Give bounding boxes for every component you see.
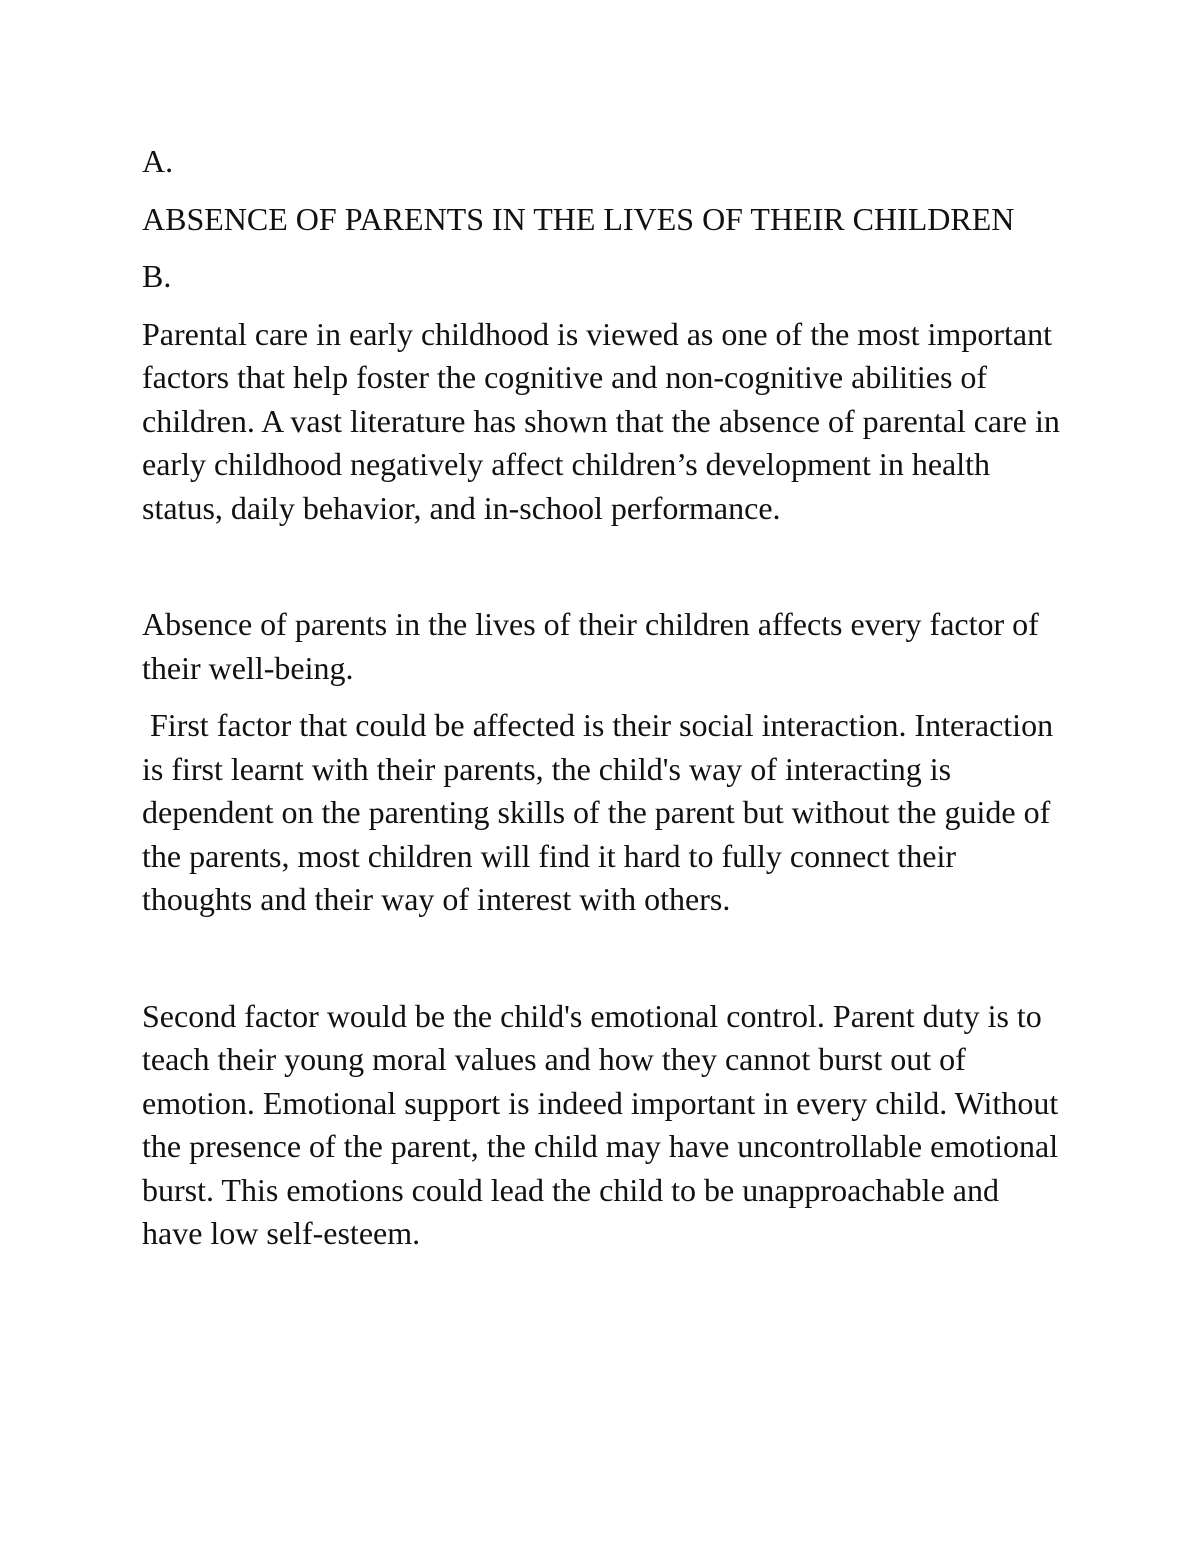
- section-label-a: A.: [142, 143, 174, 179]
- paragraph-emotional-control: Second factor would be the child's emotional control. Parent duty is to teach their young moral values and how they cannot burst out of emotion. Emotional support is indeed important in every child. Without the presence of the parent, the child may have uncontrollable emotional burst. This emotions could lead the child to be unapproachable and have low self-esteem.: [142, 997, 1059, 1251]
- paragraph-parental-care: Parental care in early childhood is viewed as one of the most important factors that help foster the cognitive and non-cognitive abilities of children. A vast literature has shown that the absence of parental care in early childhood negatively affect children’s development in health status, daily behavior, and in-school performance.: [142, 315, 1060, 526]
- paragraph-social-interaction: [142, 704, 1062, 922]
- document-page: [142, 140, 1062, 1256]
- section-label-b: B.: [142, 258, 172, 294]
- paragraph-absence-summary: Absence of parents in the lives of their children affects every factor of their well-being.: [142, 606, 1039, 686]
- paragraph-social-interaction-text: First factor that could be affected is their social interaction. Interaction is first learnt with their parents, the child's way of interacting is dependent on the parenting skills of the parent but without the guide of the parents, most children will find it hard to fully connect their thoughts and their way of interest with others.: [142, 707, 1062, 917]
- document-heading: ABSENCE OF PARENTS IN THE LIVES OF THEIR CHILDREN: [142, 200, 1015, 237]
